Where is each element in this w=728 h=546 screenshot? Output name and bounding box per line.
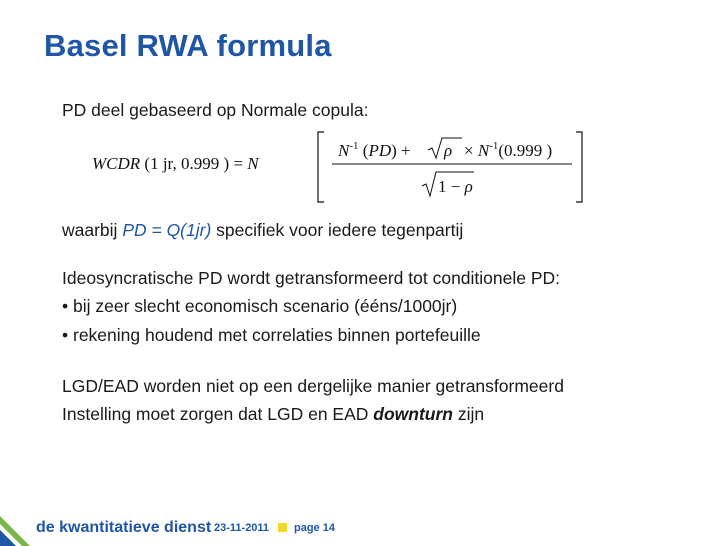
- where-suffix: specifiek voor iedere tegenpartij: [211, 220, 464, 240]
- left-bracket: [318, 132, 324, 202]
- where-prefix: waarbij: [62, 220, 123, 240]
- lgd-line: LGD/EAD worden niet op een dergelijke manier getransformeerd: [62, 376, 564, 396]
- corner-logo-icon: [0, 510, 40, 546]
- formula-times: × $N^{-1}(0.999$ ): [464, 140, 553, 160]
- page-number: page 14: [294, 522, 335, 534]
- institution-line: [62, 404, 484, 425]
- where-line: [62, 220, 463, 241]
- bullet-2: • rekening houdend met correlaties binnen portefeuille: [62, 325, 481, 345]
- footer-date: 23-11-2011: [214, 522, 270, 534]
- inst-bold: downturn: [373, 404, 453, 424]
- brand-logo: de kwantitatieve dienst: [36, 519, 212, 536]
- ideo-line: Ideosyncratische PD wordt getransformeerd tot conditionele PD:: [62, 268, 561, 288]
- intro-text: PD deel gebaseerd op Normale copula:: [62, 100, 369, 120]
- formula-lhs: WCDR (1 jr, 0.999 ) = N: [92, 154, 259, 173]
- where-pd: PD = Q(1jr): [122, 220, 212, 240]
- inst-suffix: zijn: [452, 404, 485, 424]
- slide-title: Basel RWA formula: [44, 28, 332, 63]
- inst-prefix: Instelling moet zorgen dat LGD en EAD: [62, 404, 374, 424]
- footer-square-icon: [278, 523, 287, 532]
- bullet-1: • bij zeer slecht economisch scenario (ééns/1000jr): [62, 296, 458, 316]
- rwa-formula: [90, 126, 590, 206]
- formula-graphic: [90, 126, 590, 206]
- rho-symbol: ρ: [444, 141, 453, 160]
- formula-denominator: 1 − ρ: [438, 177, 473, 196]
- formula-numerator: $N^{-1}$ (PD) +: [338, 140, 411, 160]
- right-bracket: [576, 132, 582, 202]
